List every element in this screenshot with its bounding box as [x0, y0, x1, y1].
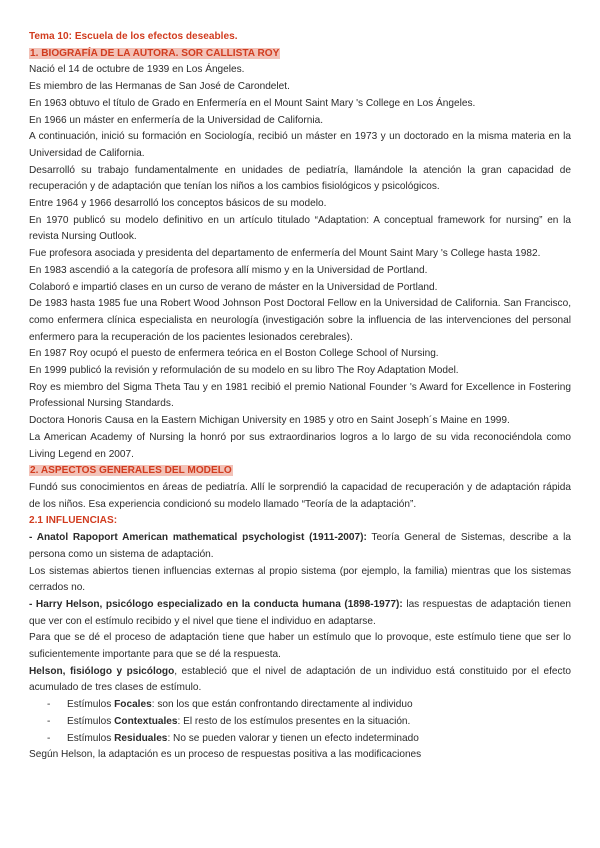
stimulus-description: : son los que están confrontando directamente al individuo	[151, 699, 413, 711]
helson-physiologist-description: , estableció que el nivel de adaptación de un individuo está constituido por el efecto acumulado de tres clases de estímulo.	[29, 665, 572, 694]
paragraph: Desarrolló su trabajo fundamentalmente en unidades de pediatría, llamándole la atención la gran capacidad de recuperación y de adaptación que tenían los niños a los cambios fisiológicos y psicológicos.	[29, 164, 571, 193]
paragraph: Colaboró e impartió clases en un curso de verano de máster en la Universidad de Portland.	[29, 281, 438, 293]
stimulus-prefix: Estímulos	[67, 715, 115, 727]
paragraph: De 1983 hasta 1985 fue una Robert Wood Johnson Post Doctoral Fellow en la Universidad de California. San Francisco, como enfermera clínica especialista en neurología (investigación sobre la influencia de las intervenciones del personal enfermero para la recuperación de los pacientes lesionados cerebrales).	[29, 298, 571, 343]
list-item	[67, 697, 571, 714]
paragraph: A continuación, inició su formación en Sociología, recibió un máster en 1973 y un doctorado en la misma materia en la Universidad de California.	[29, 131, 571, 159]
helson-physiologist-name: Helson, fisiólogo y psicólogo	[29, 665, 175, 677]
paragraph: Fue profesora asociada y presidenta del departamento de enfermería del Mount Saint Mary 's College hasta 1982.	[29, 248, 541, 260]
subsection-heading-influences: 2.1 INFLUENCIAS:	[29, 515, 118, 527]
stimulus-name: Residuales	[114, 732, 168, 744]
section-heading-biography-text: 1. BIOGRAFÍA DE LA AUTORA. SOR CALLISTA ROY	[30, 47, 280, 59]
list-item	[67, 731, 571, 748]
paragraph: Roy es miembro del Sigma Theta Tau y en 1981 recibió el premio National Founder 's Award for Excellence in Fostering Professional Nursing Standards.	[29, 381, 571, 410]
helson-physiologist-paragraph	[29, 664, 571, 697]
paragraph: Nació el 14 de octubre de 1939 en Los Ángeles.	[29, 64, 245, 76]
rapoport-paragraph	[29, 530, 571, 563]
model-intro-paragraph: Fundó sus conocimientos en áreas de pediatría. Allí le sorprendió la capacidad de recuperación y de adaptación rápida de los niños. Esa experiencia condicionó su modelo llamado “Teoría de la adaptación”.	[29, 481, 571, 510]
paragraph: En 1987 Roy ocupó el puesto de enfermera teórica en el Boston College School of Nursing.	[29, 348, 439, 360]
stimulus-paragraph: Para que se dé el proceso de adaptación tiene que haber un estímulo que lo provoque, este estímulo tiene que ser lo suficientemente importante para que se dé la respuesta.	[29, 632, 571, 661]
rapoport-name: - Anatol Rapoport American mathematical psychologist (1911-2007):	[29, 532, 367, 544]
list-item	[67, 714, 571, 731]
paragraph: La American Academy of Nursing la honró por sus extraordinarios logros a lo largo de su vida reconociéndola como Living Legend en 2007.	[29, 431, 571, 460]
paragraph: Doctora Honoris Causa en la Eastern Michigan University en 1985 y otro en Saint Joseph´s Maine en 1999.	[29, 415, 510, 427]
stimulus-description: : No se pueden valorar y tienen un efecto indeterminado	[167, 732, 419, 744]
helson-name: - Harry Helson, psicólogo especializado en la conducta humana (1898-1977):	[29, 598, 403, 610]
stimulus-description: : El resto de los estímulos presentes en la situación.	[177, 715, 411, 727]
paragraph: Es miembro de las Hermanas de San José de Carondelet.	[29, 81, 290, 93]
paragraph: En 1983 ascendió a la categoría de profesora allí mismo y en la Universidad de Portland.	[29, 264, 428, 276]
stimulus-prefix: Estímulos	[67, 699, 115, 711]
closing-paragraph: Según Helson, la adaptación es un proceso de respuestas positiva a las modificaciones	[29, 749, 422, 761]
section-heading-biography	[29, 46, 571, 63]
stimulus-prefix: Estímulos	[67, 732, 115, 744]
biography-paragraphs	[29, 62, 571, 463]
paragraph: En 1970 publicó su modelo definitivo en un artículo titulado “Adaptation: A conceptual framework for nursing” en la revista Nursing Outlook.	[29, 214, 571, 243]
paragraph: En 1963 obtuvo el título de Grado en Enfermería en el Mount Saint Mary 's College en Los Ángeles.	[29, 97, 476, 109]
systems-paragraph: Los sistemas abiertos tienen influencias externas al propio sistema (por ejemplo, la familia) mientras que los sistemas cerrados no.	[29, 565, 571, 594]
section-heading-model-text: 2. ASPECTOS GENERALES DEL MODELO	[30, 465, 232, 477]
helson-description: las respuestas de adaptación tienen que ver con el estímulo recibido y el nivel que tiene el individuo en adaptarse.	[29, 598, 571, 627]
section-heading-model	[29, 463, 571, 480]
helson-paragraph	[29, 597, 571, 630]
paragraph: En 1966 un máster en enfermería de la Universidad de California.	[29, 114, 324, 126]
stimulus-name: Focales	[114, 699, 152, 711]
paragraph: Entre 1964 y 1966 desarrolló los conceptos básicos de su modelo.	[29, 198, 327, 210]
document-title: Tema 10: Escuela de los efectos deseables.	[29, 31, 238, 42]
stimulus-name: Contextuales	[114, 715, 178, 727]
stimuli-list	[29, 697, 571, 747]
paragraph: En 1999 publicó la revisión y reformulación de su modelo en su libro The Roy Adaptation Model.	[29, 365, 459, 377]
rapoport-description: Teoría General de Sistemas, describe a la persona como un sistema de adaptación.	[29, 532, 571, 560]
